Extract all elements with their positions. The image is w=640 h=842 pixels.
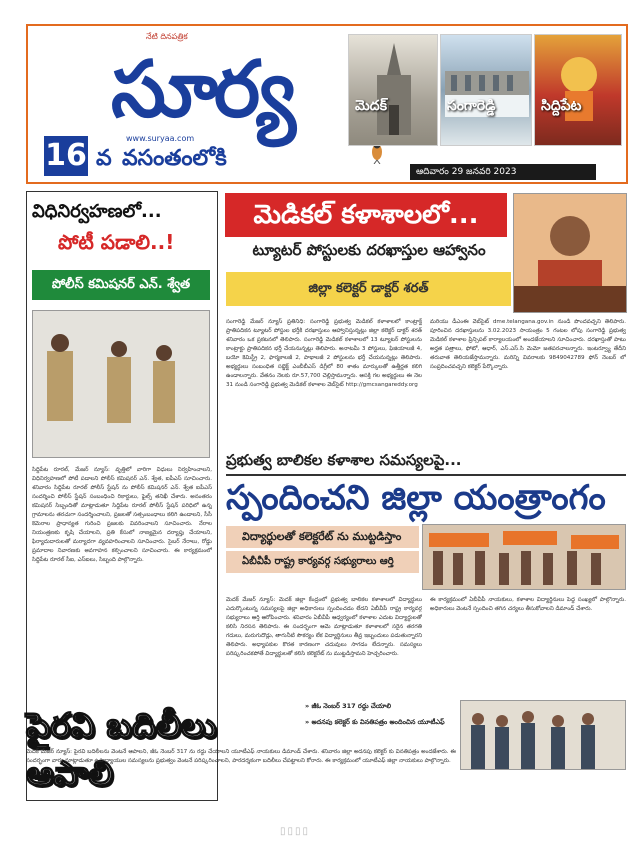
newspaper-logo: సూర్య [111, 44, 292, 135]
students-protest-photo [423, 525, 625, 589]
footer-marks: ▯▯▯▯ [280, 826, 311, 837]
photo-tile-siddipet [534, 34, 622, 146]
church-icon [349, 35, 438, 146]
left-story-headline-2: పోటీ పడాలి..! [58, 230, 175, 254]
collector-portrait [514, 194, 626, 312]
photo-tile-medak [348, 34, 438, 146]
bottom-story-note-2: » అదనపు కలెక్టర్ కు వినతిపత్రం అందించిన యూటీఎఫ్ [305, 718, 445, 726]
edition-number: 16 [44, 136, 88, 176]
collector-photo [513, 193, 627, 313]
top-story-body-right: మరియు డీఎంఈ వెబ్‌సైట్ dme.telangana.gov.in నుండి పొందవచ్చని తెలిపారు. పూరించిన దరఖాస్తులను 3.02.2023 సాయంత్రం 5 గంటల లోపు సంగారెడ్డి ప్రభుత్వ మెడికల్ కళాశాల ప్రిన్సిపల్ కార్యాలయంలో అందజేయాలని సూచించారు. దరఖాస్తుతో పాటు అర్హత పత్రాలు, ఫోటో, ఆధార్, ఎస్.ఎస్.సి మెమో జతపరచాలన్నారు. ఇంటర్వ్యూ తేదీని తరువాత తెలియజేస్తామన్నారు. మరిన్ని వివరాలకు 9849042789 ఫోన్ నెంబర్ లో సంప్రదించవచ్చని కలెక్టర్ పేర్కొన్నారు. [430, 319, 626, 370]
second-story-point-2: ఏబీవీపీ రాష్ట్ర కార్యవర్గ సభ్యురాలు ఆర్తి [226, 551, 419, 573]
second-story-headline: స్పందించని జిల్లా యంత్రాంగం [226, 474, 626, 526]
officials-photo [461, 701, 625, 769]
left-story-body: సిద్దిపేట రూరల్, మేజర్ న్యూస్: వృత్తిలో వారిగా విధులు నిర్వహించాలని, విధినిర్వహణలో పోటీ పడాలని పోలీస్ కమిషనర్ ఎన్. శ్వేత, ఐపీఎస్ సూచించారు. శనివారం సిద్దిపేట రూరల్ పోలీస్ స్టేషన్ ను పోలీస్ కమిషనర్ ఎన్. శ్వేత ఐపీఎస్ సందర్శించి పోలీస్ స్టేషన్ సంబంధించి రికార్డులు, ఫైల్స్ తనిఖీ చేశారు. అనంతరం కమిషనర్ సిబ్బందితో మాట్లాడుతూ సిద్దిపేట రూరల్ పోలీస్ స్టేషన్ పరిధిలో ఉన్న గ్రామాలను తరచుగా సందర్శించాలని, ప్రజలతో సత్సంబంధాలు కలిగి ఉండాలని, సీసీ కెమెరాల ప్రాధాన్యత గురించి ప్రజలకు వివరించాలని సూచించారు. నేరాల నియంత్రణకు కృషి చేయాలని, ప్రతి కేసులో నాణ్యమైన దర్యాప్తు చేయాలని, ఫిర్యాదుదారులతో మర్యాదగా వ్యవహరించాలని సూచించారు. సైబర్ నేరాలు, రోడ్డు ప్రమాదాల నివారణకు అవగాహన కల్పించాలని సూచించారు. ఈ కార్యక్రమంలో సిద్దిపేట రూరల్ సీఐ, ఎస్ఐలు, సిబ్బంది పాల్గొన్నారు. [32, 467, 212, 563]
second-story-kicker: ప్రభుత్వ బాలికల కళాశాల సమస్యలపై... [226, 451, 462, 469]
second-story-point-1: విద్యార్థులతో కలెక్టరేట్ ను ముట్టడిస్తాం [226, 526, 419, 548]
top-story-subheadline: ట్యూటర్ పోస్టులకు దరఖాస్తుల ఆహ్వానం [252, 241, 486, 259]
police-officers-photo [33, 311, 209, 457]
bottom-story-note-1: » జీఓ నెంబర్ 317 రద్దు చేయాలి [305, 702, 392, 710]
tile-label: మెదక్ [355, 98, 388, 114]
dam-icon [441, 35, 532, 146]
edition-phrase: వసంతంలోకి [122, 146, 227, 171]
top-story-byline: జిల్లా కలెక్టర్ డాక్టర్ శరత్ [226, 272, 511, 306]
masthead-content [26, 24, 628, 184]
second-story-body-right: ఈ కార్యక్రమంలో ఏబీవీపీ నాయకులు, కళాశాల విద్యార్థినులు పెద్ద సంఖ్యలో పాల్గొన్నారు. అధికారులు వెంటనే స్పందించి తగిన చర్యలు తీసుకోవాలని డిమాండ్ చేశారు. [430, 597, 626, 612]
edition-suffix: వ [96, 146, 112, 171]
left-story-byline-banner: పోలీస్ కమిషనర్ ఎన్. శ్వేత [32, 270, 210, 300]
tile-label: సిద్దిపేట [541, 98, 582, 114]
website-url[interactable]: www.suryaa.com [126, 134, 195, 143]
deity-icon [535, 35, 622, 146]
photo-tile-sangareddy [440, 34, 532, 146]
protest-photo [422, 524, 626, 590]
masthead-tagline: నేటి దినపత్రిక [146, 32, 188, 41]
left-story-headline-1: విధినిర్వహణలో... [32, 201, 162, 222]
top-story-body-left: సంగారెడ్డి మేజర్ న్యూస్ ప్రతినిధి: సంగారెడ్డి ప్రభుత్వ మెడికల్ కళాశాలలో కాంట్రాక్ట్ ప్రాతిపదికన ట్యూటర్ పోస్టుల భర్తీకి దరఖాస్తులు ఆహ్వానిస్తున్నట్లు జిల్లా కలెక్టర్ డాక్టర్ శరత్ శనివారం ఒక ప్రకటనలో తెలిపారు. సంగారెడ్డి మెడికల్ కళాశాలలో 13 ట్యూటర్ పోస్టులను కాంట్రాక్టు ప్రాతిపదికన భర్తీ చేయనున్నట్లు తెలిపారు. అనాటమీ 3 పోస్టులు, ఫిజియాలజీ 4, బయో కెమిస్ట్రీ 2, ఫార్మకాలజీ 2, పాథాలజీ 2 పోస్టులను భర్తీ చేయనున్నట్లు తెలిపారు. అభ్యర్థులు సంబంధిత సబ్జెక్ట్ ఎంబీబీఎస్ డిగ్రీలో 80 శాతం మార్కులతో ఉత్తీర్ణత కలిగి ఉండాలన్నారు. వేతనం నెలకు రూ.57,700 చెల్లిస్తామన్నారు. ఆసక్తి గల అభ్యర్థులు ఈ నెల 31 నుండి సంగారెడ్డి ప్రభుత్వ మెడికల్ కళాశాల వెబ్‌సైట్ http://gmcsangareddy.org [226, 319, 422, 388]
second-story-body-left: మెదక్ మేజర్ న్యూస్: మెదక్ జిల్లా కేంద్రంలో ప్రభుత్వ బాలికల కళాశాలలో విద్యార్థులు ఎదుర్కొంటున్న సమస్యలపై జిల్లా అధికారులు స్పందించడం లేదని ఏబీవీపీ రాష్ట్ర కార్యవర్గ సభ్యురాలు ఆర్తి ఆరోపించారు. శనివారం ఏబీవీపీ ఆధ్వర్యంలో కళాశాల ఎదుట విద్యార్థులతో కలిసి నిరసన తెలిపారు. ఈ సందర్భంగా ఆమె మాట్లాడుతూ కళాశాలలో సరైన తరగతి గదులు, మరుగుదొడ్లు, తాగునీటి సౌకర్యం లేక విద్యార్థినులు తీవ్ర ఇబ్బందులు పడుతున్నారని తెలిపారు. అధ్యాపకుల కొరత కారణంగా చదువులు సాగడం లేదన్నారు. సమస్యలు పరిష్కరించకపోతే విద్యార్థులతో కలిసి కలెక్టరేట్ ను ముట్టడిస్తామని హెచ్చరించారు. [226, 597, 422, 657]
top-story-headline: మెడికల్ కళాశాలలో... [225, 193, 507, 237]
bottom-story-body: మెదక్ మేజర్ న్యూస్: పైరవి బదిలీలను వెంటనే ఆపాలని, జీఓ నెంబర్ 317 ను రద్దు చేయాలని యూటీఎఫ్ నాయకులు డిమాండ్ చేశారు. శనివారం జిల్లా అదనపు కలెక్టర్ కు వినతిపత్రం అందజేశారు. ఈ సందర్భంగా వారు మాట్లాడుతూ ఉపాధ్యాయుల సమస్యలను ప్రభుత్వం వెంటనే పరిష్కరించాలని, పారదర్శకంగా బదిలీలు చేపట్టాలని కోరారు. ఈ కార్యక్రమంలో యూటీఎఫ్ జిల్లా నాయకులు పాల్గొన్నారు. [26, 749, 456, 764]
tile-label: సంగారెడ్డి [447, 98, 496, 114]
date-bar: ఆదివారం 29 జనవరి 2023 [410, 164, 596, 180]
memorandum-photo [460, 700, 626, 770]
left-story-photo [32, 310, 210, 458]
bottom-story-headline: పైరవి బదిలీలు ఆపాలి [26, 706, 217, 794]
